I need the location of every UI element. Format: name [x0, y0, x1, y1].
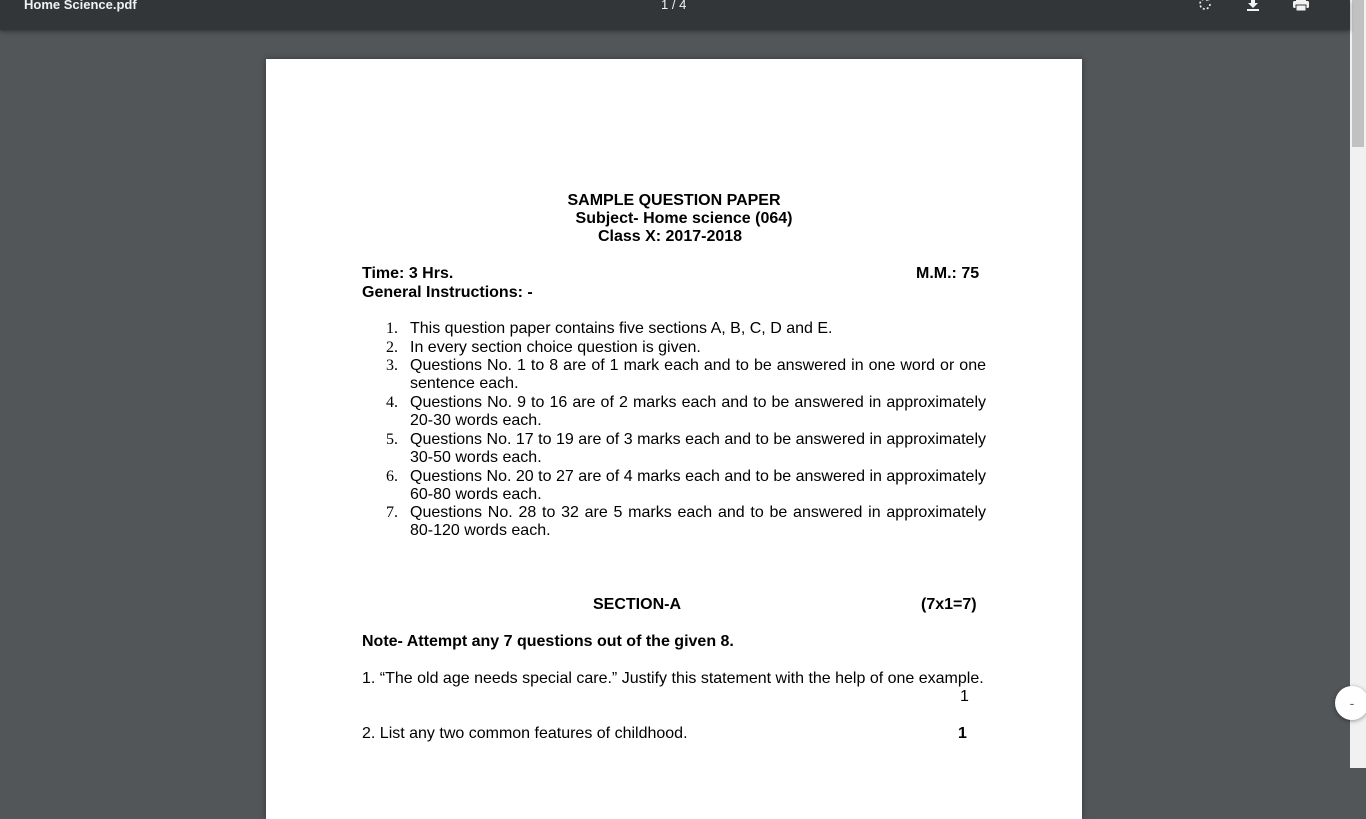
print-icon — [1292, 0, 1310, 12]
instruction-number: 6. — [386, 468, 398, 485]
download-icon — [1245, 0, 1261, 12]
question-marks: 1 — [958, 725, 967, 742]
instruction-item: Questions No. 28 to 32 are 5 marks each and to be answered in approximately 80-120 words each. — [410, 504, 986, 539]
paper-title: SAMPLE QUESTION PAPER — [567, 192, 781, 209]
vertical-scrollbar[interactable] — [1350, 0, 1366, 768]
instruction-number: 2. — [386, 339, 398, 356]
instruction-item: Questions No. 9 to 16 are of 2 marks each and to be answered in approximately 20-30 words each. — [410, 394, 986, 429]
section-marks: (7x1=7) — [921, 596, 977, 613]
instruction-number: 3. — [386, 357, 398, 374]
general-instructions-heading: General Instructions: - — [362, 284, 533, 301]
instruction-number: 5. — [386, 431, 398, 448]
instruction-item: In every section choice question is given. — [410, 339, 701, 356]
pdf-toolbar — [0, 0, 1350, 30]
instruction-item: Questions No. 17 to 19 are of 3 marks each and to be answered in approximately 30-50 words each. — [410, 431, 986, 466]
question-marks: 1 — [960, 688, 969, 705]
pdf-page — [266, 59, 1082, 819]
section-title: SECTION-A — [593, 596, 681, 613]
rotate-icon — [1197, 0, 1213, 12]
minus-icon: - — [1349, 695, 1355, 711]
question-text: 2. List any two common features of childhood. — [362, 725, 688, 742]
instruction-number: 4. — [386, 394, 398, 411]
scrollbar-thumb[interactable] — [1352, 0, 1364, 147]
paper-subject: Subject- Home science (064) — [575, 210, 793, 227]
download-button[interactable] — [1242, 0, 1264, 14]
instruction-number: 7. — [386, 504, 398, 521]
instruction-number: 1. — [386, 320, 398, 337]
max-marks: M.M.: 75 — [916, 265, 980, 282]
instruction-item: Questions No. 1 to 8 are of 1 mark each and to be answered in one word or one sentence each. — [410, 357, 986, 392]
instruction-item: This question paper contains five sections A, B, C, D and E. — [410, 320, 833, 337]
section-note: Note- Attempt any 7 questions out of the given 8. — [362, 633, 734, 650]
zoom-out-button[interactable] — [1335, 686, 1366, 720]
question-text: 1. “The old age needs special care.” Justify this statement with the help of one example. — [362, 670, 984, 687]
rotate-button[interactable] — [1194, 0, 1216, 14]
time-label: Time: 3 Hrs. — [362, 265, 454, 282]
paper-class: Class X: 2017-2018 — [597, 228, 743, 245]
instruction-item: Questions No. 20 to 27 are of 4 marks each and to be answered in approximately 60-80 words each. — [410, 468, 986, 503]
document-title: Home Science.pdf — [24, 0, 137, 12]
page-indicator: 1 / 4 — [661, 0, 687, 12]
print-button[interactable] — [1290, 0, 1312, 14]
